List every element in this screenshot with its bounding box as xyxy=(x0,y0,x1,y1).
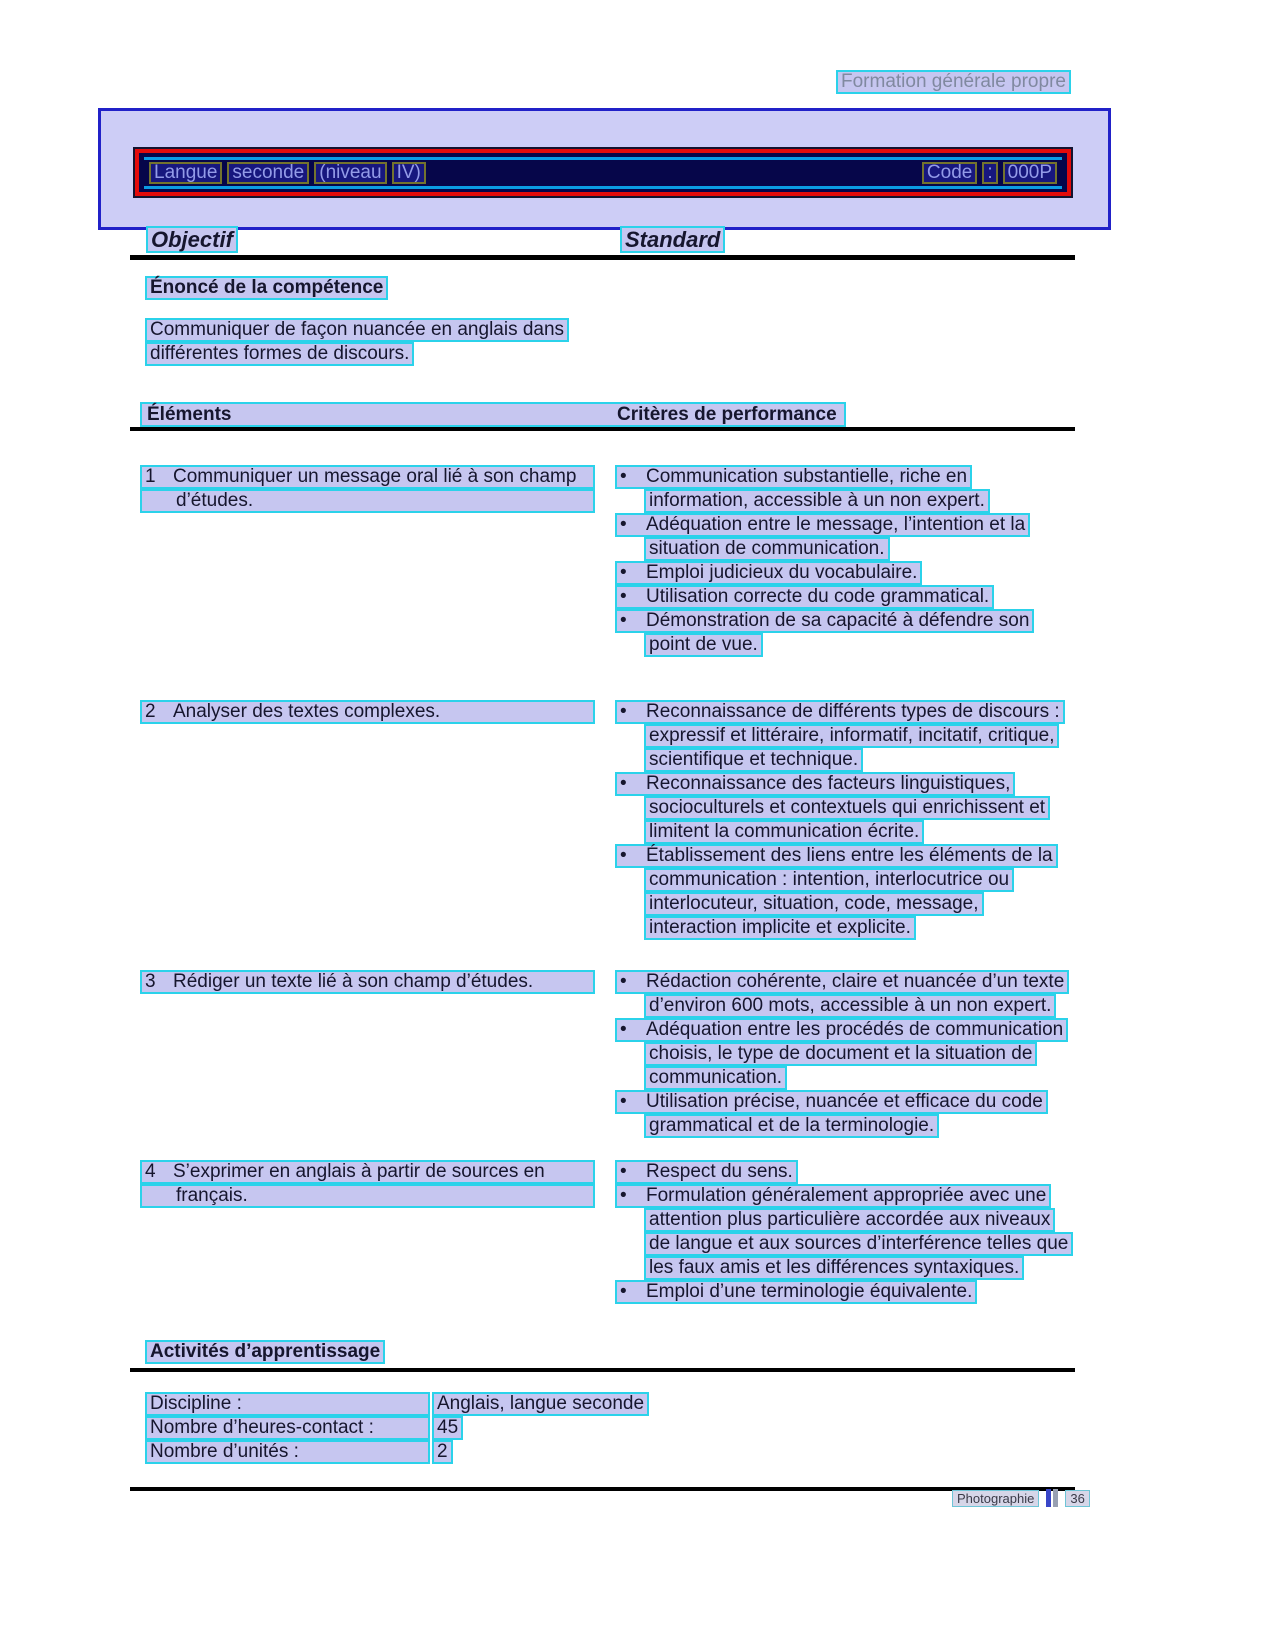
footer-page-number: 36 xyxy=(1065,1490,1089,1507)
course-code-word: : xyxy=(982,162,997,184)
element-line: 2 Analyser des textes complexes. xyxy=(140,700,595,724)
criteria-line: les faux amis et les différences syntaxiques. xyxy=(644,1256,1024,1280)
course-title-bar xyxy=(135,149,1071,196)
activities-heading-row xyxy=(145,1340,385,1364)
criteria-cell xyxy=(615,700,1080,940)
bullet-icon: • xyxy=(620,514,627,535)
element-cell xyxy=(140,970,595,1138)
info-value: 2 xyxy=(432,1440,453,1464)
criteria-line: limitent la communication écrite. xyxy=(644,820,924,844)
criteria-line: d’environ 600 mots, accessible à un non expert. xyxy=(644,994,1056,1018)
horizontal-rule-table xyxy=(130,427,1075,431)
element-cell xyxy=(140,700,595,940)
course-title-word: (niveau xyxy=(314,162,386,184)
criteria-line: expressif et littéraire, informatif, incitatif, critique, xyxy=(644,724,1059,748)
element-line: 1 Communiquer un message oral lié à son champ xyxy=(140,465,595,489)
competence-statement xyxy=(145,318,569,366)
element-line: 4 S’exprimer en anglais à partir de sources en xyxy=(140,1160,595,1184)
criteria-line: choisis, le type de document et la situation de xyxy=(644,1042,1037,1066)
criteria-line: • Rédaction cohérente, claire et nuancée d’un texte xyxy=(615,970,1069,994)
course-title-words xyxy=(149,162,431,184)
activities-info-rows xyxy=(145,1392,649,1464)
competency-item xyxy=(140,465,1080,657)
competence-heading: Énoncé de la compétence xyxy=(145,276,388,300)
element-line: 3 Rédiger un texte lié à son champ d’études. xyxy=(140,970,595,994)
info-value: Anglais, langue seconde xyxy=(432,1392,649,1416)
element-cell xyxy=(140,465,595,657)
course-title-row xyxy=(144,157,1062,189)
criteria-line: point de vue. xyxy=(644,633,763,657)
table-header-band xyxy=(140,402,846,427)
course-title-word: Langue xyxy=(149,162,222,184)
criteria-line: information, accessible à un non expert. xyxy=(644,489,990,513)
criteria-line: communication : intention, interlocutrice ou xyxy=(644,868,1014,892)
element-line: d’études. xyxy=(140,489,595,513)
criteria-cell xyxy=(615,970,1080,1138)
bullet-icon: • xyxy=(620,1185,627,1206)
bullet-icon: • xyxy=(620,586,627,607)
bullet-icon: • xyxy=(620,1161,627,1182)
criteria-line: situation de communication. xyxy=(644,537,890,561)
horizontal-rule-bottom xyxy=(130,1487,1075,1491)
criteria-line: grammatical et de la terminologie. xyxy=(644,1114,939,1138)
criteria-line: • Emploi d’une terminologie équivalente. xyxy=(615,1280,977,1304)
criteria-line: • Établissement des liens entre les éléments de la xyxy=(615,844,1058,868)
element-cell xyxy=(140,1160,595,1304)
activity-info-row xyxy=(145,1392,649,1416)
criteria-line: • Formulation généralement appropriée avec une xyxy=(615,1184,1051,1208)
bullet-icon: • xyxy=(620,971,627,992)
course-code-word: Code xyxy=(922,162,977,184)
info-label: Nombre d’unités : xyxy=(145,1440,430,1464)
course-header-box xyxy=(98,108,1111,230)
bullet-icon: • xyxy=(620,845,627,866)
column-title-standard: Standard xyxy=(620,226,725,253)
info-label: Nombre d’heures-contact : xyxy=(145,1416,430,1440)
criteria-line: • Adéquation entre le message, l’intention et la xyxy=(615,513,1030,537)
info-value: 45 xyxy=(432,1416,463,1440)
horizontal-rule-activities xyxy=(130,1368,1075,1372)
competency-item xyxy=(140,970,1080,1138)
footer-separator-bar-icon xyxy=(1053,1489,1058,1507)
bullet-icon: • xyxy=(620,1281,627,1302)
footer-separator-bar-icon xyxy=(1046,1489,1051,1507)
course-code-word: 000P xyxy=(1003,162,1057,184)
footer-section-label: Photographie xyxy=(952,1490,1039,1507)
criteria-line: • Utilisation précise, nuancée et efficace du code xyxy=(615,1090,1048,1114)
bullet-icon: • xyxy=(620,1091,627,1112)
table-header-elements: Éléments xyxy=(147,404,232,425)
criteria-line: • Communication substantielle, riche en xyxy=(615,465,972,489)
bullet-icon: • xyxy=(620,466,627,487)
item-number: 3 xyxy=(145,971,156,992)
activity-info-row xyxy=(145,1440,649,1464)
criteria-line: • Reconnaissance de différents types de discours : xyxy=(615,700,1065,724)
competence-heading-row xyxy=(145,276,388,300)
column-title-objectif: Objectif xyxy=(146,226,238,253)
column-titles-row xyxy=(130,226,1075,256)
page-footer xyxy=(952,1489,1090,1507)
criteria-line: de langue et aux sources d’interférence telles que xyxy=(644,1232,1073,1256)
criteria-line: • Adéquation entre les procédés de communication xyxy=(615,1018,1068,1042)
competence-statement-line: Communiquer de façon nuancée en anglais dans xyxy=(145,318,569,342)
course-code-words xyxy=(922,162,1057,184)
elements-criteria-list xyxy=(140,465,1080,1304)
element-line: français. xyxy=(140,1184,595,1208)
info-label: Discipline : xyxy=(145,1392,430,1416)
criteria-line: • Respect du sens. xyxy=(615,1160,798,1184)
bullet-icon: • xyxy=(620,1019,627,1040)
criteria-line: • Démonstration de sa capacité à défendre son xyxy=(615,609,1034,633)
bullet-icon: • xyxy=(620,562,627,583)
criteria-cell xyxy=(615,465,1080,657)
criteria-line: • Reconnaissance des facteurs linguistiques, xyxy=(615,772,1015,796)
competency-item xyxy=(140,1160,1080,1304)
horizontal-rule-top xyxy=(130,255,1075,260)
competency-item xyxy=(140,700,1080,940)
criteria-line: interaction implicite et explicite. xyxy=(644,916,916,940)
criteria-line: scientifique et technique. xyxy=(644,748,863,772)
competence-statement-line: différentes formes de discours. xyxy=(145,342,414,366)
criteria-line: attention plus particulière accordée aux niveaux xyxy=(644,1208,1055,1232)
criteria-line: interlocuteur, situation, code, message, xyxy=(644,892,984,916)
criteria-line: • Utilisation correcte du code grammatical. xyxy=(615,585,994,609)
activity-info-row xyxy=(145,1416,649,1440)
bullet-icon: • xyxy=(620,701,627,722)
item-number: 1 xyxy=(145,466,156,487)
item-number: 4 xyxy=(145,1161,156,1182)
course-title-word: seconde xyxy=(227,162,309,184)
bullet-icon: • xyxy=(620,610,627,631)
bullet-icon: • xyxy=(620,773,627,794)
course-title-word: IV) xyxy=(392,162,426,184)
table-header-criteres: Critères de performance xyxy=(617,404,837,425)
criteria-line: communication. xyxy=(644,1066,787,1090)
page-label: Formation générale propre xyxy=(836,70,1071,94)
criteria-cell xyxy=(615,1160,1080,1304)
activities-heading: Activités d’apprentissage xyxy=(145,1340,385,1364)
criteria-line: • Emploi judicieux du vocabulaire. xyxy=(615,561,922,585)
criteria-line: socioculturels et contextuels qui enrichissent et xyxy=(644,796,1050,820)
item-number: 2 xyxy=(145,701,156,722)
